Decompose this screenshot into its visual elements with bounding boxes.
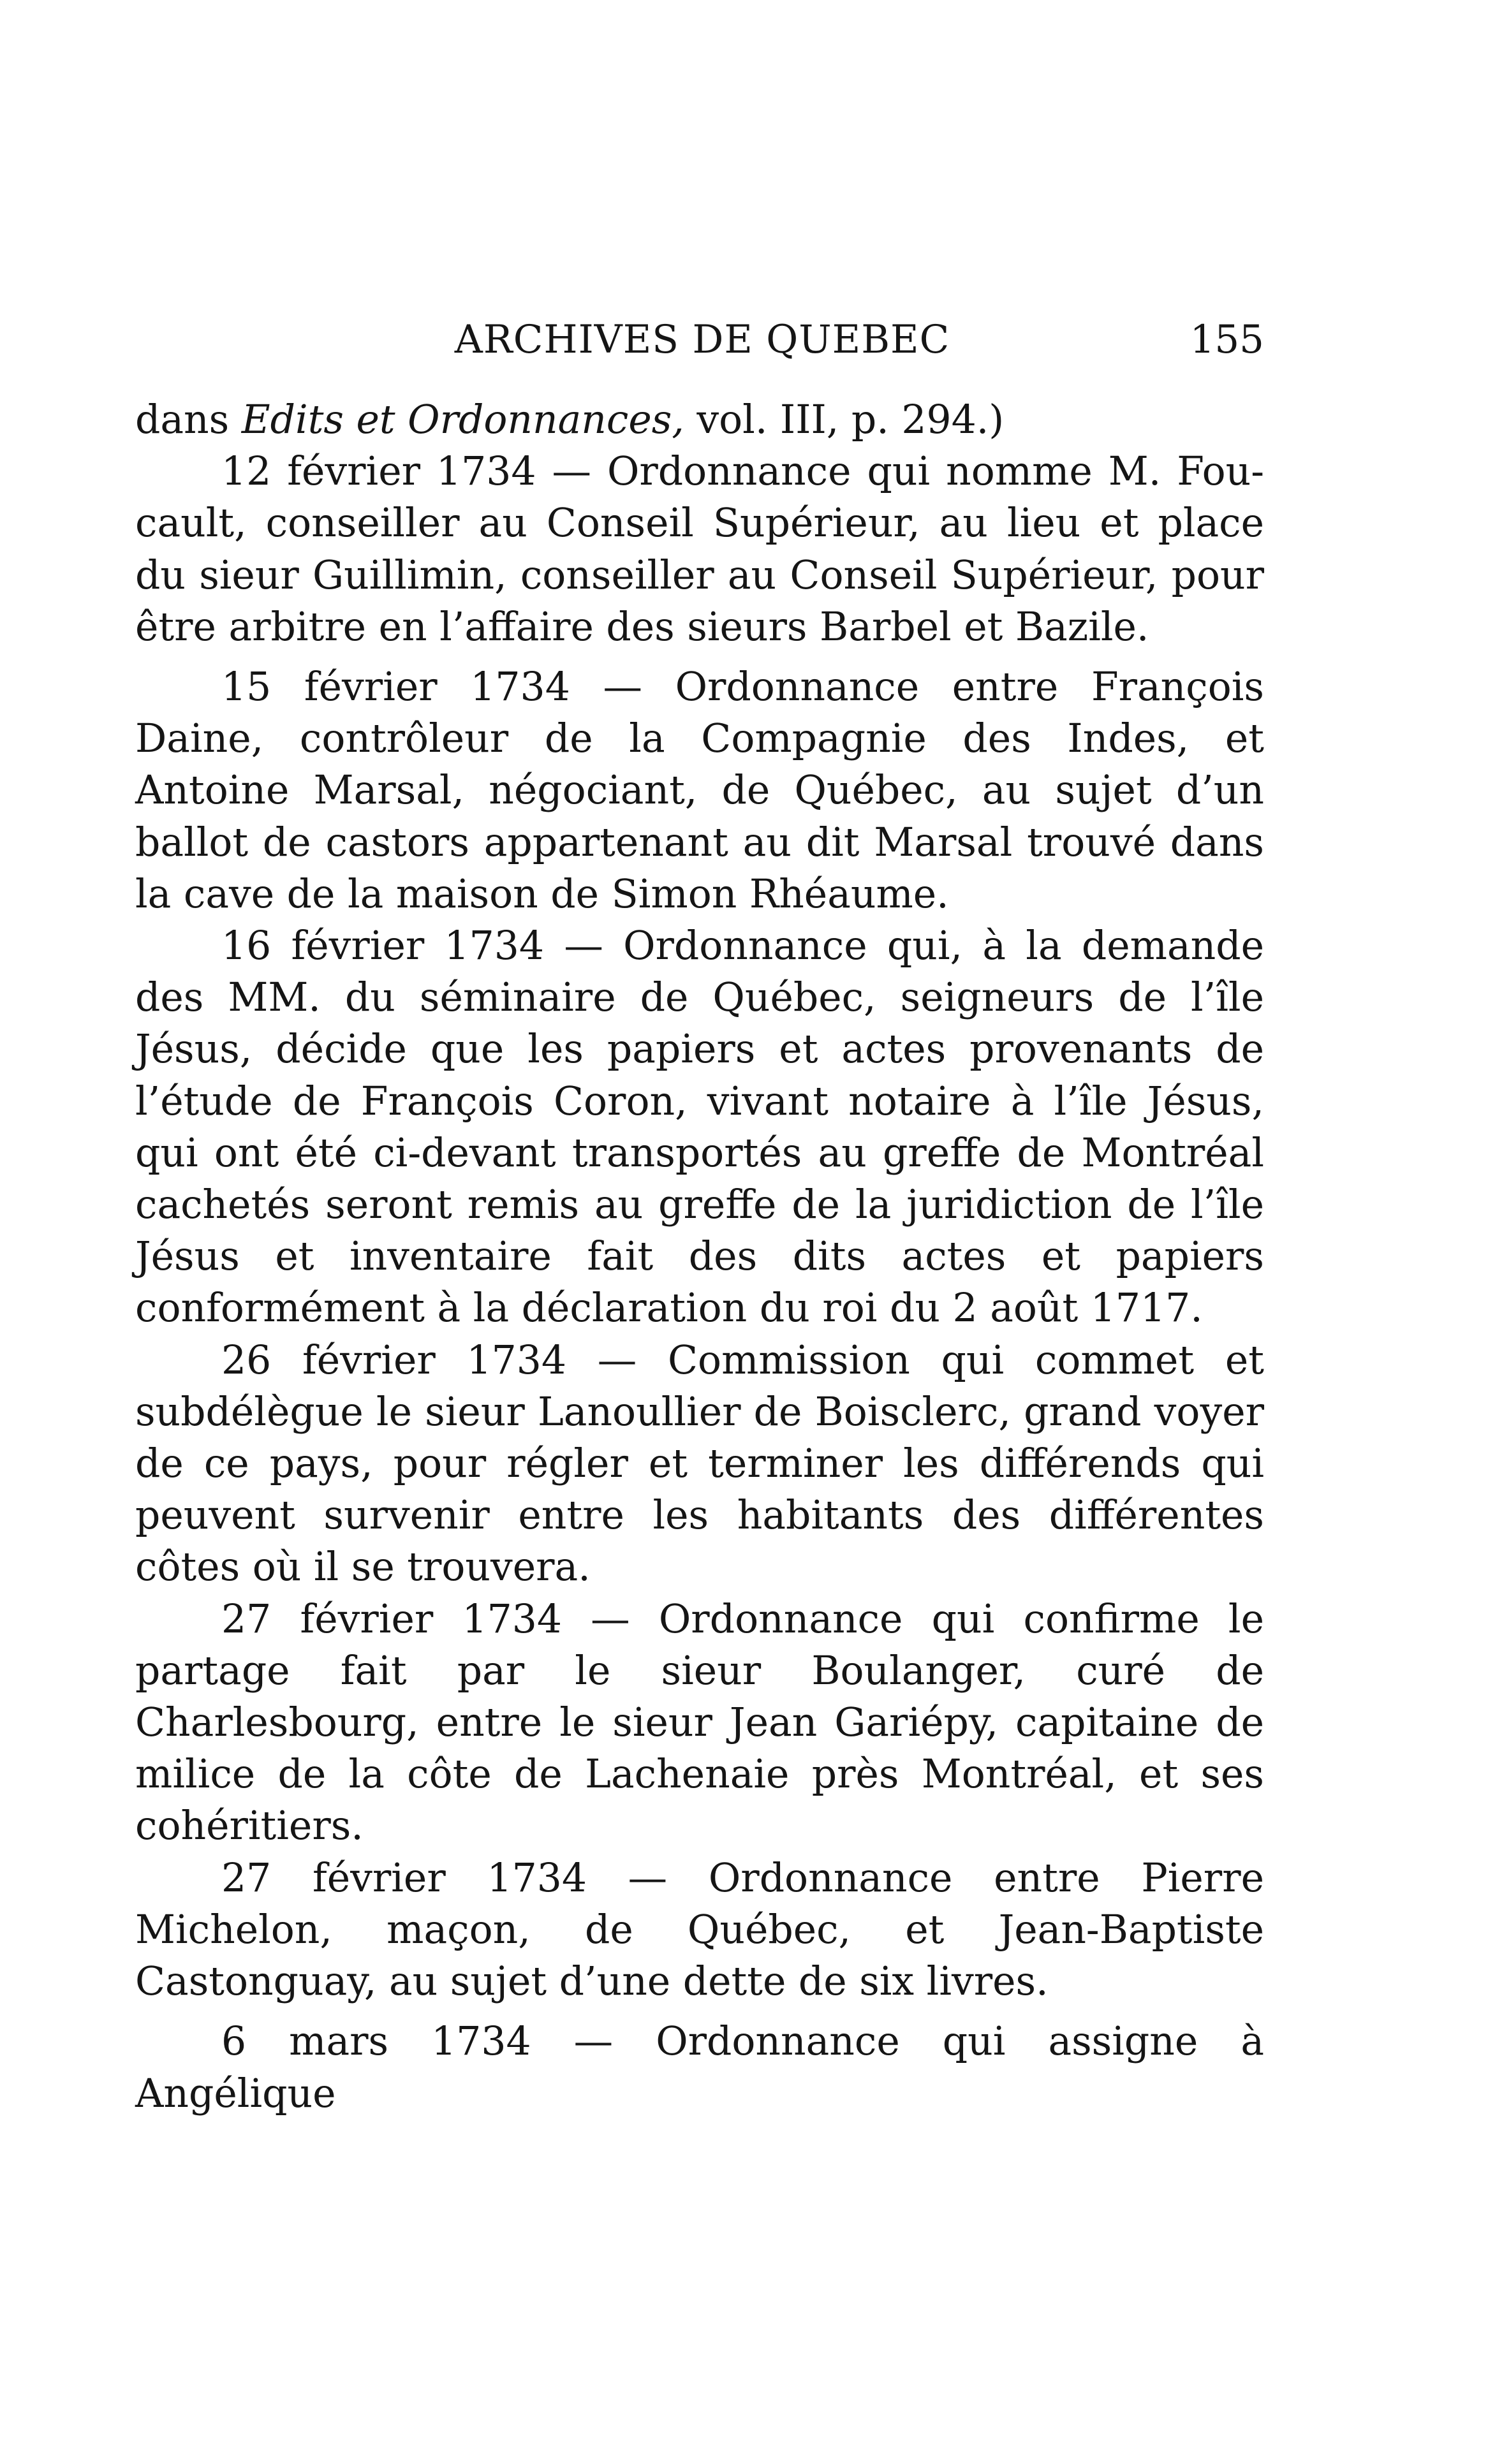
paragraph-entry: 27 février 1734 — Ordonnance entre Pierre Michelon, maçon, de Québec, et Jean-Baptiste Castonguay, au sujet d’une dette de six livres. (135, 1854, 1264, 2005)
page-header (140, 305, 1264, 375)
paragraph-entry: 6 mars 1734 — Ordonnance qui assigne à Angélique (135, 2018, 1264, 2116)
running-title: ARCHIVES DE QUEBEC (454, 317, 950, 362)
paragraph-entry: 15 février 1734 — Ordonnance entre François Daine, contrôleur de la Compagnie des Indes, et Antoine Marsal, négociant, de Québec, au sujet d’un ballot de castors appartenant au dit Marsal trouvé dans la cave de la maison de Simon Rhéaume. (135, 664, 1264, 917)
paragraph-entry: 12 février 1734 — Ordonnance qui nomme M. Foucault, conseiller au Conseil Supérieur, au lieu et place du sieur Guillimin, conseiller au Conseil Supérieur, pour être arbitre en l’affaire des sieurs Barbel et Bazile. (135, 448, 1264, 650)
paragraph-continuation (135, 394, 1264, 446)
page-number: 155 (1190, 317, 1264, 362)
body-text (135, 394, 1264, 2120)
publication-title: Edits et Ordonnances, (241, 397, 684, 443)
paragraph-text-pre: dans (135, 397, 242, 443)
paragraph-entry: 26 février 1734 — Commission qui commet et subdélègue le sieur Lanoullier de Boisclerc, grand voyer de ce pays, pour régler et terminer les différends qui peuvent survenir entre les habitants des différentes côtes où il se trouvera. (135, 1337, 1264, 1590)
paragraph-entry: 16 février 1734 — Ordonnance qui, à la demande des MM. du séminaire de Québec, seigneurs de l’île Jésus, décide que les papiers et actes provenants de l’étude de François Coron, vivant notaire à l’île Jésus, qui ont été ci-devant transportés au greffe de Montréal cachetés seront remis au greffe de la juridiction de l’île Jésus et inventaire fait des dits actes et papiers conformément à la déclaration du roi du 2 août 1717. (135, 923, 1264, 1331)
paragraph-text-post: vol. III, p. 294.) (684, 397, 1005, 443)
paragraph-entry: 27 février 1734 — Ordonnance qui confirme le partage fait par le sieur Boulanger, curé de Charlesbourg, entre le sieur Jean Gariépy, capitaine de milice de la côte de Lachenaie près Montréal, et ses cohéritiers. (135, 1595, 1264, 1849)
